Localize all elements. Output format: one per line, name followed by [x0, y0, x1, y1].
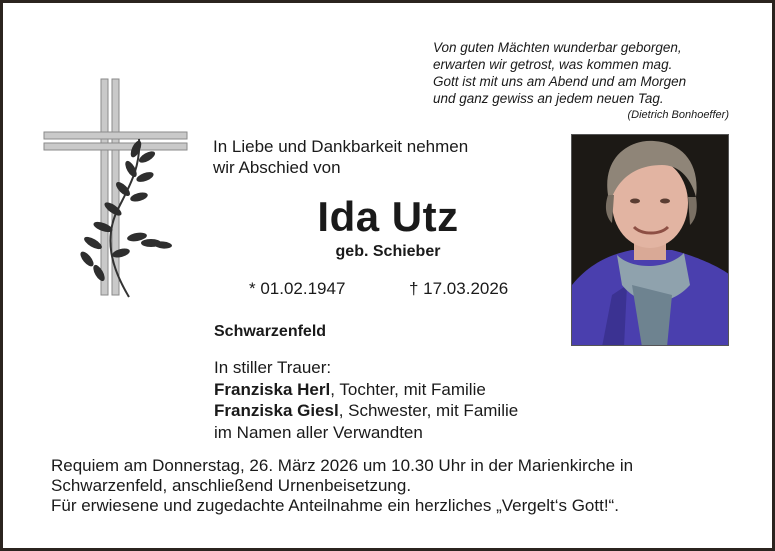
mourners-block	[214, 357, 518, 443]
mourner-name: Franziska Giesl	[214, 401, 339, 420]
portrait-photo	[571, 134, 729, 346]
intro-text	[213, 136, 468, 178]
footer-line: Schwarzenfeld, anschließend Urnenbeisetzung.	[51, 476, 412, 495]
cross-with-palm-branch-icon	[41, 77, 191, 299]
place-of-residence: Schwarzenfeld	[214, 323, 327, 340]
footer-line: Requiem am Donnerstag, 26. März 2026 um 10.30 Uhr in der Marienkirche in	[51, 456, 634, 475]
quote-line: Von guten Mächten wunderbar geborgen,	[433, 40, 682, 55]
mourner-entry	[214, 379, 518, 401]
bonhoeffer-quote	[433, 39, 733, 123]
intro-line: In Liebe und Dankbarkeit nehmen	[213, 137, 469, 156]
mourners-heading: In stiller Trauer:	[214, 358, 332, 377]
quote-line: Gott ist mit uns am Abend und am Morgen	[433, 74, 687, 89]
mourner-entry	[214, 400, 518, 422]
maiden-name: geb. Schieber	[335, 243, 441, 260]
quote-line: und ganz gewiss an jedem neuen Tag.	[433, 91, 664, 106]
death-date: † 17.03.2026	[409, 279, 509, 298]
mourner-relation: , Schwester, mit Familie	[338, 401, 519, 420]
birth-date: * 01.02.1947	[249, 279, 346, 298]
quote-line: erwarten wir getrost, was kommen mag.	[433, 57, 673, 72]
mourners-closing: im Namen aller Verwandten	[214, 422, 423, 442]
deceased-name: Ida Utz	[317, 193, 459, 240]
mourner-name: Franziska Herl	[214, 379, 331, 399]
mourner-relation: , Tochter, mit Familie	[330, 379, 486, 399]
intro-line: wir Abschied von	[213, 158, 341, 177]
quote-author: (Dietrich Bonhoeffer)	[627, 109, 729, 121]
service-details	[51, 456, 751, 516]
footer-line: Für erwiesene und zugedachte Anteilnahme ein herzliches „Vergelt‘s Gott!“.	[51, 496, 619, 515]
